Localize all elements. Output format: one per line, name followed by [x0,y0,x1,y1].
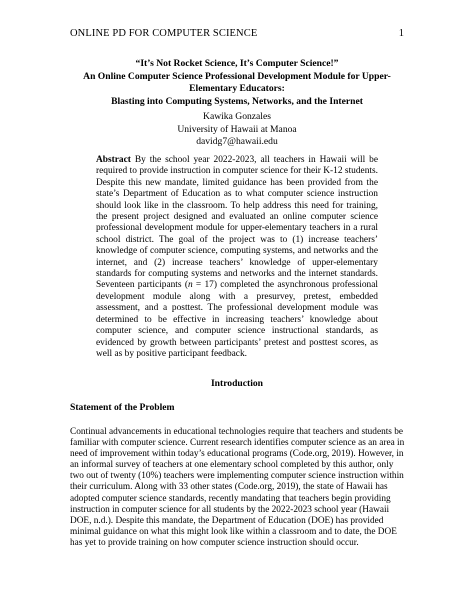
paper-title [70,58,404,108]
title-line-1: “It’s Not Rocket Science, It’s Computer Science!” [135,58,339,69]
abstract-text-part-2: = 17) completed the asynchronous professional development module along with a presurvey, pretest, embedded assessment, and a posttest. The professional development module was determined to be effective in increasing teachers’ knowledge about computer science, and computer science instructional standards, as evidenced by growth between participants’ pretest and posttest scores, as well as by positive participant feedback. [96,280,378,359]
page-number: 1 [398,28,404,39]
author-email: davidg7@hawaii.edu [196,136,278,147]
abstract-text-part-1: By the school year 2022-2023, all teachers in Hawaii will be required to provide instruction in computer science for their K-12 students. Despite this new mandate, limited guidance has been provided from the state’s Department of Education as to what computer science instruction should look like in the classroom. To help address this need for training, the present project designed and evaluated an online computer science professional development module for upper-elementary teachers in a rural school district. The goal of the project was to (1) increase teachers’ knowledge of computer science, computing systems, and networks and the internet, and (2) increase teachers’ knowledge of upper-elementary standards for computing systems and networks and the internet standards. Seventeen participants ( [96,155,378,291]
abstract [96,155,378,360]
body-paragraph: Continual advancements in educational technologies require that teachers and students be familiar with computer science. Current research identifies computer science as an area in need of improvement within today’s educational programs (Code.org, 2019). However, in an informal survey of teachers at one elementary school completed by this author, only two out of twenty (10%) teachers were implementing computer science instruction within their curriculum. Along with 33 other states (Code.org, 2019), the state of Hawaii has adopted computer science standards, recently mandating that teachers begin providing instruction in computer science for all students by the 2022-2023 school year (Hawaii DOE, n.d.). Despite this mandate, the Department of Education (DOE) has provided minimal guidance on what this might look like within a classroom and to date, the DOE has yet to provide training on how computer science instruction should occur. [70,427,405,548]
running-head: ONLINE PD FOR COMPUTER SCIENCE [70,28,258,39]
title-line-3: Elementary Educators: [189,83,285,94]
abstract-label: Abstract [96,155,131,165]
title-line-4: Blasting into Computing Systems, Networks, and the Internet [111,95,363,107]
sample-size-symbol: n [187,280,193,291]
title-line-2: An Online Computer Science Professional Development Module for Upper- [83,70,391,82]
author-affiliation: University of Hawaii at Manoa [177,123,297,135]
subsection-heading-statement: Statement of the Problem [70,402,175,413]
author-block [70,111,404,149]
section-heading-introduction: Introduction [210,378,264,389]
author-name: Kawika Gonzales [203,111,271,122]
